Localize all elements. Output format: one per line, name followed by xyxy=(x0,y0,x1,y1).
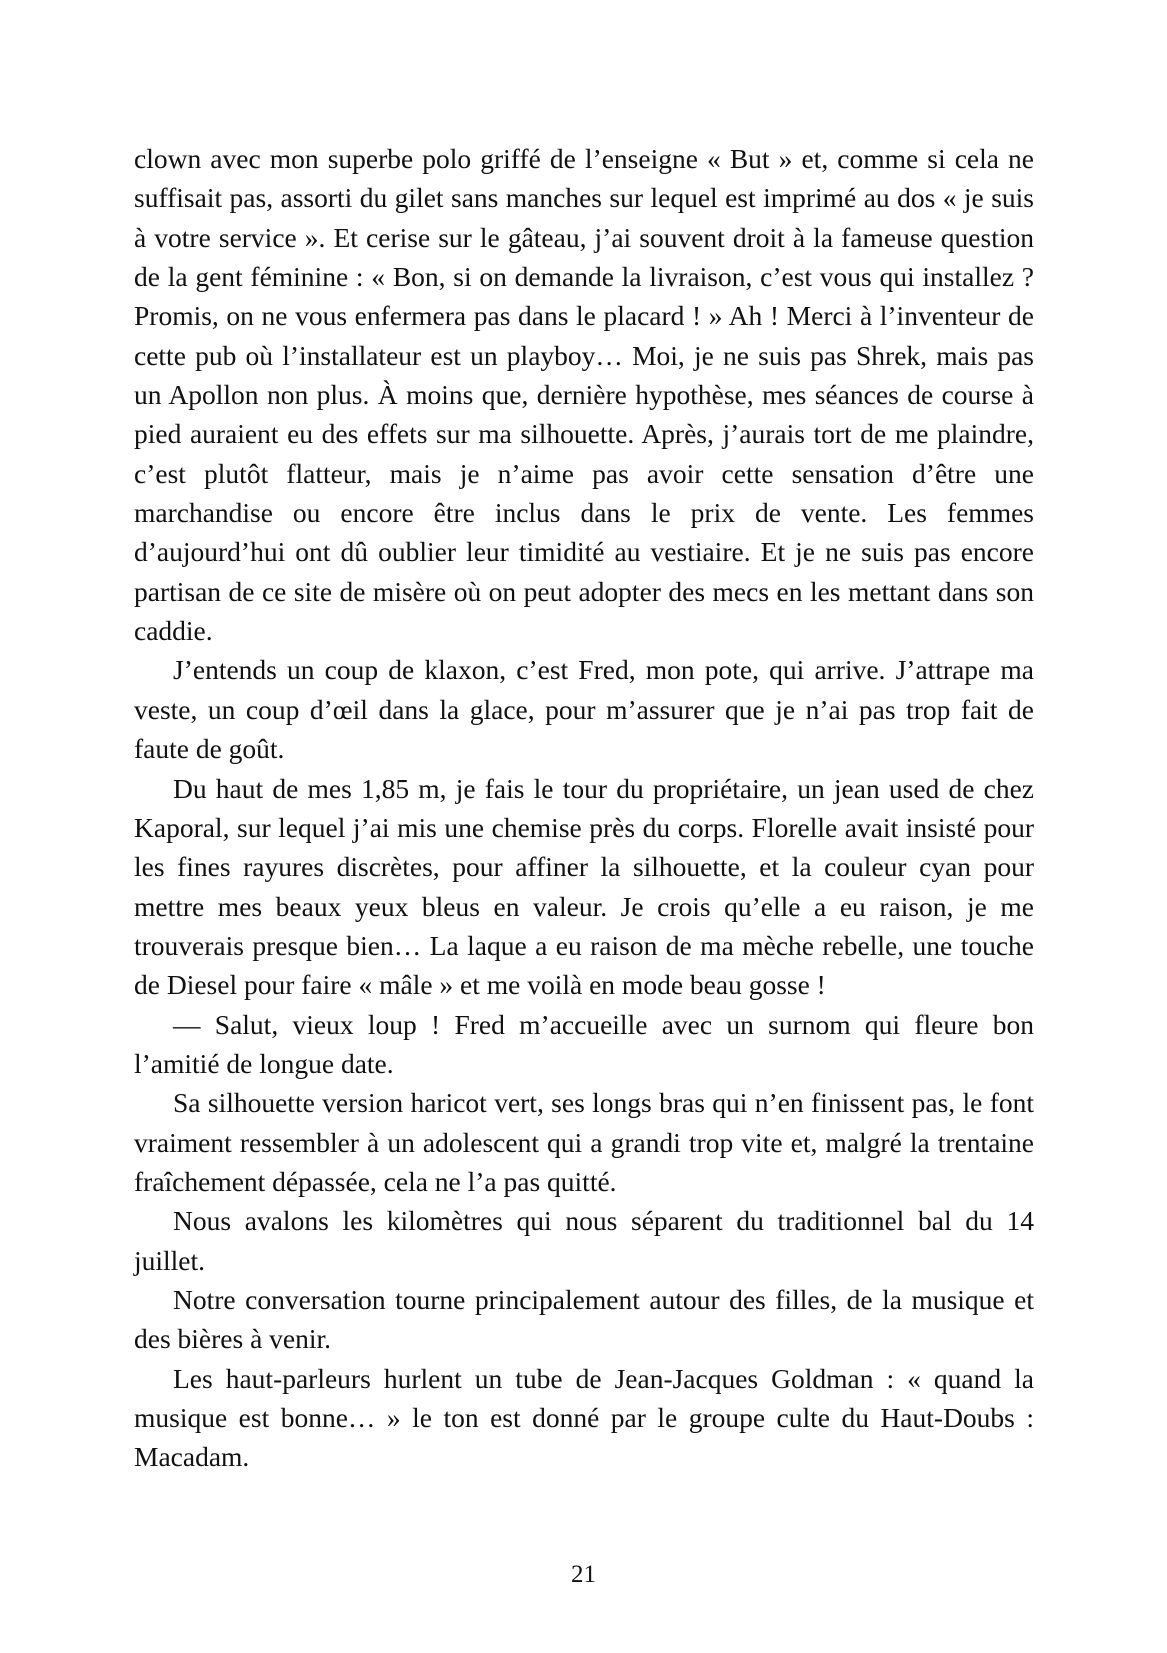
paragraph-7: Notre conversation tourne principalement autour des filles, de la musique et des bières à venir. xyxy=(134,1283,1034,1355)
body-text xyxy=(134,139,1034,1477)
paragraph-1: clown avec mon superbe polo griffé de l’enseigne « But » et, comme si cela ne suffisait pas, assorti du gilet sans manches sur lequel est imprimé au dos « je suis à votre service ». Et cerise sur le gâteau, j’ai souvent droit à la fameuse question de la gent féminine : « Bon, si on demande la livraison, c’est vous qui installez ? Promis, on ne vous enfermera pas dans le placard ! » Ah ! Merci à l’inventeur de cette pub où l’installateur est un playboy… Moi, je ne suis pas Shrek, mais pas un Apollon non plus. À moins que, dernière hypothèse, mes séances de course à pied auraient eu des effets sur ma silhouette. Après, j’aurais tort de me plaindre, c’est plutôt flatteur, mais je n’aime pas avoir cette sensation d’être une marchandise ou encore être inclus dans le prix de vente. Les femmes d’aujourd’hui ont dû oublier leur timidité au vestiaire. Et je ne suis pas encore partisan de ce site de misère où on peut adopter des mecs en les mettant dans son caddie. xyxy=(134,143,1034,647)
page-number: 21 xyxy=(571,1561,596,1588)
paragraph-8: Les haut-parleurs hurlent un tube de Jean-Jacques Goldman : « quand la musique est bonne… » le ton est donné par le groupe culte du Haut-Doubs : Macadam. xyxy=(134,1362,1034,1473)
paragraph-2: J’entends un coup de klaxon, c’est Fred, mon pote, qui arrive. J’attrape ma veste, un coup d’œil dans la glace, pour m’assurer que je n’ai pas trop fait de faute de goût. xyxy=(134,654,1034,765)
paragraph-3: Du haut de mes 1,85 m, je fais le tour du propriétaire, un jean used de chez Kaporal, sur lequel j’ai mis une chemise près du corps. Florelle avait insisté pour les fines rayures discrètes, pour affiner la silhouette, et la couleur cyan pour mettre mes beaux yeux bleus en valeur. Je crois qu’elle a eu raison, je me trouverais presque bien… La laque a eu raison de ma mèche rebelle, une touche de Diesel pour faire « mâle » et me voilà en mode beau gosse ! xyxy=(134,772,1034,1001)
paragraph-5: Sa silhouette version haricot vert, ses longs bras qui n’en finissent pas, le font vraiment ressembler à un adolescent qui a grandi trop vite et, malgré la trentaine fraîchement dépassée, cela ne l’a pas quitté. xyxy=(134,1087,1034,1197)
paragraph-4: — Salut, vieux loup ! Fred m’accueille avec un surnom qui fleure bon l’amitié de longue date. xyxy=(134,1008,1034,1079)
paragraph-6: Nous avalons les kilomètres qui nous séparent du traditionnel bal du 14 juillet. xyxy=(134,1205,1034,1276)
